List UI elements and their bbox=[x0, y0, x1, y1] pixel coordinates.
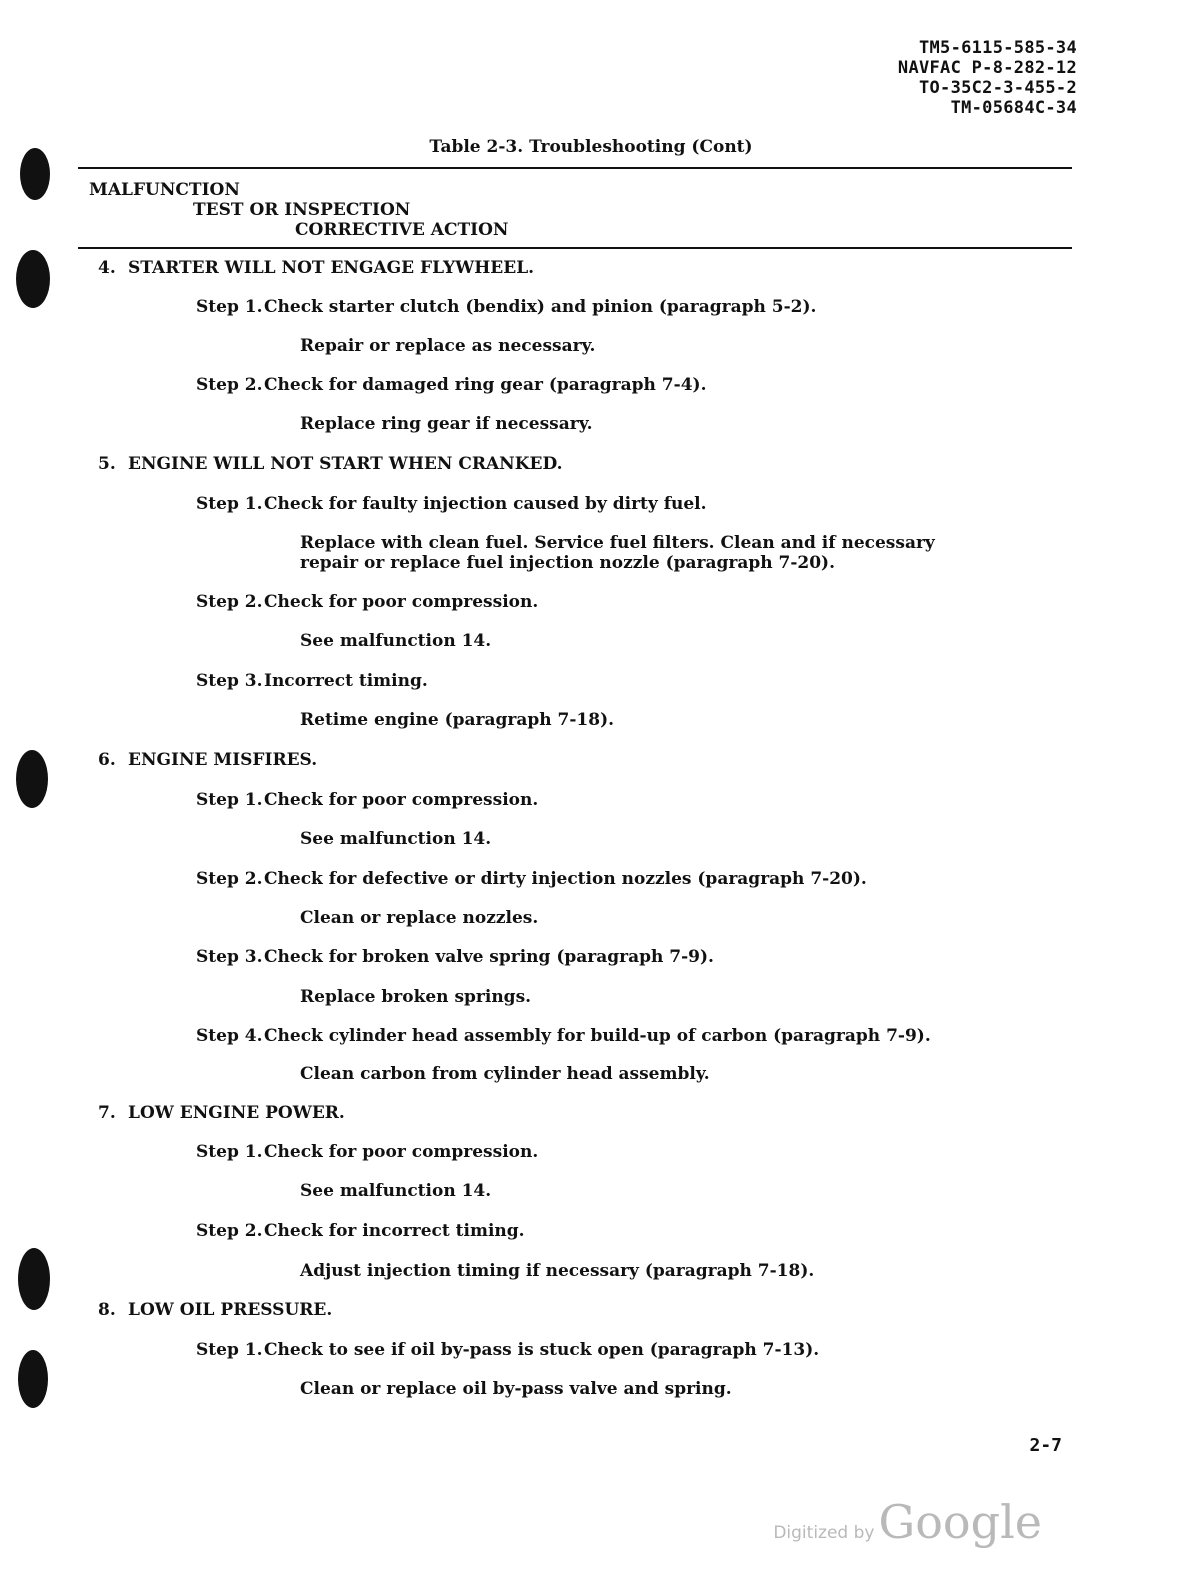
test-step bbox=[196, 790, 538, 810]
step-text: Check for incorrect timing. bbox=[264, 1221, 525, 1241]
malfunction-title: ENGINE WILL NOT START WHEN CRANKED. bbox=[128, 454, 563, 474]
malfunction-title: LOW OIL PRESSURE. bbox=[128, 1300, 333, 1320]
corrective-action: See malfunction 14. bbox=[300, 1181, 492, 1201]
doc-id-navfac: NAVFAC P-8-282-12 bbox=[897, 58, 1077, 78]
test-step bbox=[196, 947, 714, 967]
corrective-action: See malfunction 14. bbox=[300, 631, 492, 651]
corrective-action: Clean or replace nozzles. bbox=[300, 908, 539, 928]
step-text: Check for damaged ring gear (paragraph 7-4). bbox=[264, 375, 707, 395]
malfunction-title: STARTER WILL NOT ENGAGE FLYWHEEL. bbox=[128, 258, 535, 278]
table-title: Table 2-3. Troubleshooting (Cont) bbox=[429, 137, 753, 157]
punch-hole bbox=[20, 148, 50, 200]
digitized-watermark bbox=[773, 1495, 1042, 1549]
test-step bbox=[196, 1142, 538, 1162]
step-text: Check for broken valve spring (paragraph 7-9). bbox=[264, 947, 714, 967]
corrective-action: Replace with clean fuel. Service fuel filters. Clean and if necessary repair or replace fuel injection nozzle (paragraph 7-20). bbox=[300, 533, 935, 573]
corrective-action: See malfunction 14. bbox=[300, 829, 492, 849]
corrective-action: Replace ring gear if necessary. bbox=[300, 414, 593, 434]
header-top-rule bbox=[78, 167, 1072, 169]
test-step bbox=[196, 297, 816, 317]
doc-id-tm-marine: TM-05684C-34 bbox=[950, 98, 1077, 118]
step-label: Step 2. bbox=[196, 1221, 263, 1241]
step-label: Step 1. bbox=[196, 494, 263, 514]
doc-id-tm: TM5-6115-585-34 bbox=[918, 38, 1077, 58]
step-label: Step 3. bbox=[196, 671, 263, 691]
corrective-action: Adjust injection timing if necessary (paragraph 7-18). bbox=[300, 1261, 815, 1281]
step-text: Check for poor compression. bbox=[264, 592, 539, 612]
header-test-or-inspection: TEST OR INSPECTION bbox=[193, 200, 411, 220]
punch-hole bbox=[18, 1248, 50, 1310]
step-label: Step 2. bbox=[196, 869, 263, 889]
corrective-action: Retime engine (paragraph 7-18). bbox=[300, 710, 615, 730]
malfunction-title: LOW ENGINE POWER. bbox=[128, 1103, 345, 1123]
step-text: Check to see if oil by-pass is stuck open (paragraph 7-13). bbox=[264, 1340, 820, 1360]
step-text: Check for faulty injection caused by dirty fuel. bbox=[264, 494, 707, 514]
malfunction-number: 4. bbox=[98, 258, 116, 278]
test-step bbox=[196, 494, 707, 514]
header-corrective-action: CORRECTIVE ACTION bbox=[295, 220, 509, 240]
step-text: Check cylinder head assembly for build-up of carbon (paragraph 7-9). bbox=[264, 1026, 931, 1046]
step-text: Check for poor compression. bbox=[264, 1142, 539, 1162]
step-label: Step 1. bbox=[196, 790, 263, 810]
malfunction-heading bbox=[98, 1300, 332, 1320]
page-number: 2-7 bbox=[1029, 1435, 1062, 1456]
punch-hole bbox=[16, 750, 48, 808]
step-text: Check for defective or dirty injection nozzles (paragraph 7-20). bbox=[264, 869, 867, 889]
step-text: Check starter clutch (bendix) and pinion (paragraph 5-2). bbox=[264, 297, 817, 317]
malfunction-heading bbox=[98, 1103, 345, 1123]
step-label: Step 1. bbox=[196, 297, 263, 317]
document-identifiers bbox=[898, 38, 1077, 118]
step-label: Step 3. bbox=[196, 947, 263, 967]
malfunction-number: 6. bbox=[98, 750, 116, 770]
test-step bbox=[196, 671, 428, 691]
malfunction-title: ENGINE MISFIRES. bbox=[128, 750, 318, 770]
malfunction-heading bbox=[98, 454, 563, 474]
step-label: Step 1. bbox=[196, 1142, 263, 1162]
malfunction-number: 8. bbox=[98, 1300, 116, 1320]
test-step bbox=[196, 869, 867, 889]
malfunction-number: 5. bbox=[98, 454, 116, 474]
step-text: Incorrect timing. bbox=[264, 671, 428, 691]
malfunction-number: 7. bbox=[98, 1103, 116, 1123]
corrective-action: Clean or replace oil by-pass valve and spring. bbox=[300, 1379, 732, 1399]
header-malfunction: MALFUNCTION bbox=[89, 180, 240, 200]
test-step bbox=[196, 1026, 931, 1046]
malfunction-heading bbox=[98, 258, 534, 278]
watermark-prefix: Digitized by bbox=[773, 1523, 875, 1543]
doc-id-to: TO-35C2-3-455-2 bbox=[918, 78, 1077, 98]
test-step bbox=[196, 1221, 525, 1241]
header-bottom-rule bbox=[78, 247, 1072, 249]
corrective-action: Repair or replace as necessary. bbox=[300, 336, 596, 356]
malfunction-heading bbox=[98, 750, 317, 770]
step-label: Step 4. bbox=[196, 1026, 263, 1046]
punch-hole bbox=[16, 250, 50, 308]
corrective-action: Clean carbon from cylinder head assembly. bbox=[300, 1064, 710, 1084]
step-label: Step 2. bbox=[196, 375, 263, 395]
test-step bbox=[196, 592, 538, 612]
punch-hole bbox=[18, 1350, 48, 1408]
step-text: Check for poor compression. bbox=[264, 790, 539, 810]
test-step bbox=[196, 375, 706, 395]
step-label: Step 1. bbox=[196, 1340, 263, 1360]
corrective-action: Replace broken springs. bbox=[300, 987, 532, 1007]
watermark-brand: Google bbox=[878, 1495, 1042, 1549]
step-label: Step 2. bbox=[196, 592, 263, 612]
test-step bbox=[196, 1340, 819, 1360]
